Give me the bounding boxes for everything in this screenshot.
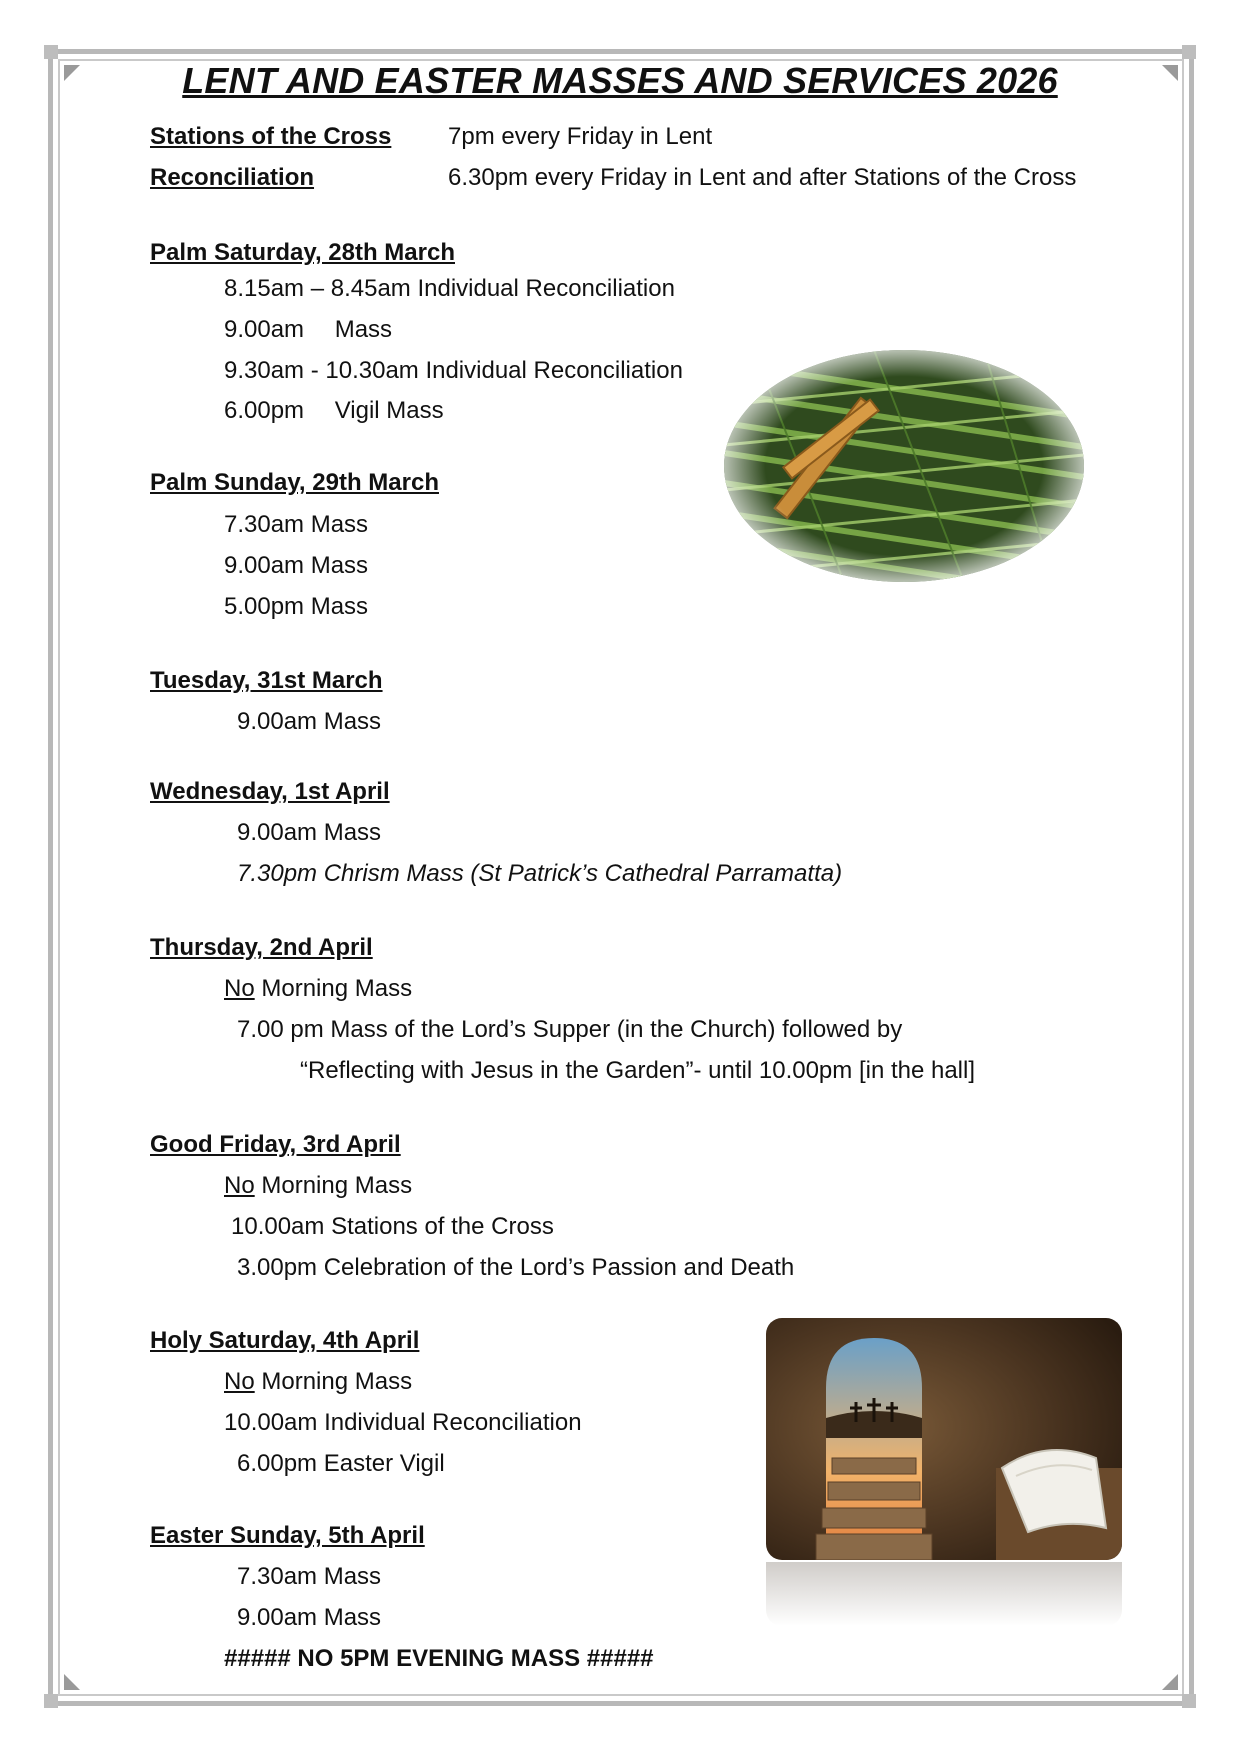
page-title: LENT AND EASTER MASSES AND SERVICES 2026	[182, 60, 1058, 101]
reconciliation-value: 6.30pm every Friday in Lent and after Stations of the Cross	[448, 164, 1077, 191]
no-morning-mass	[224, 974, 412, 1004]
no-morning-mass	[224, 1367, 412, 1397]
easter-sunday-heading: Easter Sunday, 5th April	[150, 1522, 425, 1549]
no-rest: Morning Mass	[254, 1172, 413, 1199]
schedule-item: 9.00am Mass	[224, 316, 393, 343]
schedule-item: 10.00am Individual Reconciliation	[224, 1409, 582, 1436]
schedule-item: 9.00am Mass	[237, 708, 382, 735]
no-rest: Morning Mass	[254, 1368, 413, 1395]
frame-corner-ornament	[64, 1674, 80, 1690]
frame-corner	[1182, 45, 1196, 59]
frame-corner-ornament	[1162, 1674, 1178, 1690]
palm-cross-image	[724, 350, 1084, 582]
frame-corner	[1182, 1694, 1196, 1708]
frame-corner	[44, 45, 58, 59]
tomb-image-reflection	[766, 1562, 1122, 1626]
frame-corner	[44, 1694, 58, 1708]
thursday-heading: Thursday, 2nd April	[150, 934, 373, 961]
no-rest: Morning Mass	[254, 975, 413, 1002]
holy-saturday-heading: Holy Saturday, 4th April	[150, 1327, 420, 1354]
no-evening-mass-notice: ##### NO 5PM EVENING MASS #####	[224, 1645, 654, 1672]
schedule-item: 5.00pm Mass	[224, 593, 369, 620]
no-word: No	[224, 1172, 255, 1199]
schedule-item: 8.15am – 8.45am Individual Reconciliation	[224, 275, 675, 302]
no-word: No	[224, 1368, 255, 1395]
schedule-item: 7.30am Mass	[224, 511, 369, 538]
schedule-item: 6.00pm Easter Vigil	[237, 1450, 445, 1477]
schedule-item: 10.00am Stations of the Cross	[231, 1213, 554, 1240]
palm-saturday-heading: Palm Saturday, 28th March	[150, 239, 455, 266]
good-friday-heading: Good Friday, 3rd April	[150, 1131, 401, 1158]
empty-tomb-illustration	[766, 1318, 1122, 1560]
wednesday-heading: Wednesday, 1st April	[150, 778, 390, 805]
schedule-item: 9.00am Mass	[224, 552, 369, 579]
stations-value: 7pm every Friday in Lent	[448, 123, 713, 150]
stations-label: Stations of the Cross	[150, 123, 392, 150]
reconciliation-label: Reconciliation	[150, 164, 315, 191]
schedule-item: 7.00 pm Mass of the Lord’s Supper (in the Church) followed by	[237, 1016, 903, 1043]
schedule-item: 9.00am Mass	[237, 1604, 382, 1631]
no-word: No	[224, 975, 255, 1002]
palm-cross-illustration	[724, 350, 1084, 582]
schedule-item: 9.30am - 10.30am Individual Reconciliation	[224, 357, 683, 384]
schedule-item: 3.00pm Celebration of the Lord’s Passion and Death	[237, 1254, 795, 1281]
schedule-item: 9.00am Mass	[237, 819, 382, 846]
tuesday-heading: Tuesday, 31st March	[150, 667, 383, 694]
schedule-item: “Reflecting with Jesus in the Garden”- until 10.00pm [in the hall]	[300, 1057, 976, 1084]
no-morning-mass	[224, 1171, 412, 1201]
empty-tomb-image	[766, 1318, 1122, 1560]
schedule-item: 7.30am Mass	[237, 1563, 382, 1590]
palm-sunday-heading: Palm Sunday, 29th March	[150, 469, 439, 496]
schedule-item: 6.00pm Vigil Mass	[224, 397, 444, 424]
chrism-mass-item: 7.30pm Chrism Mass (St Patrick’s Cathedral Parramatta)	[237, 860, 843, 887]
